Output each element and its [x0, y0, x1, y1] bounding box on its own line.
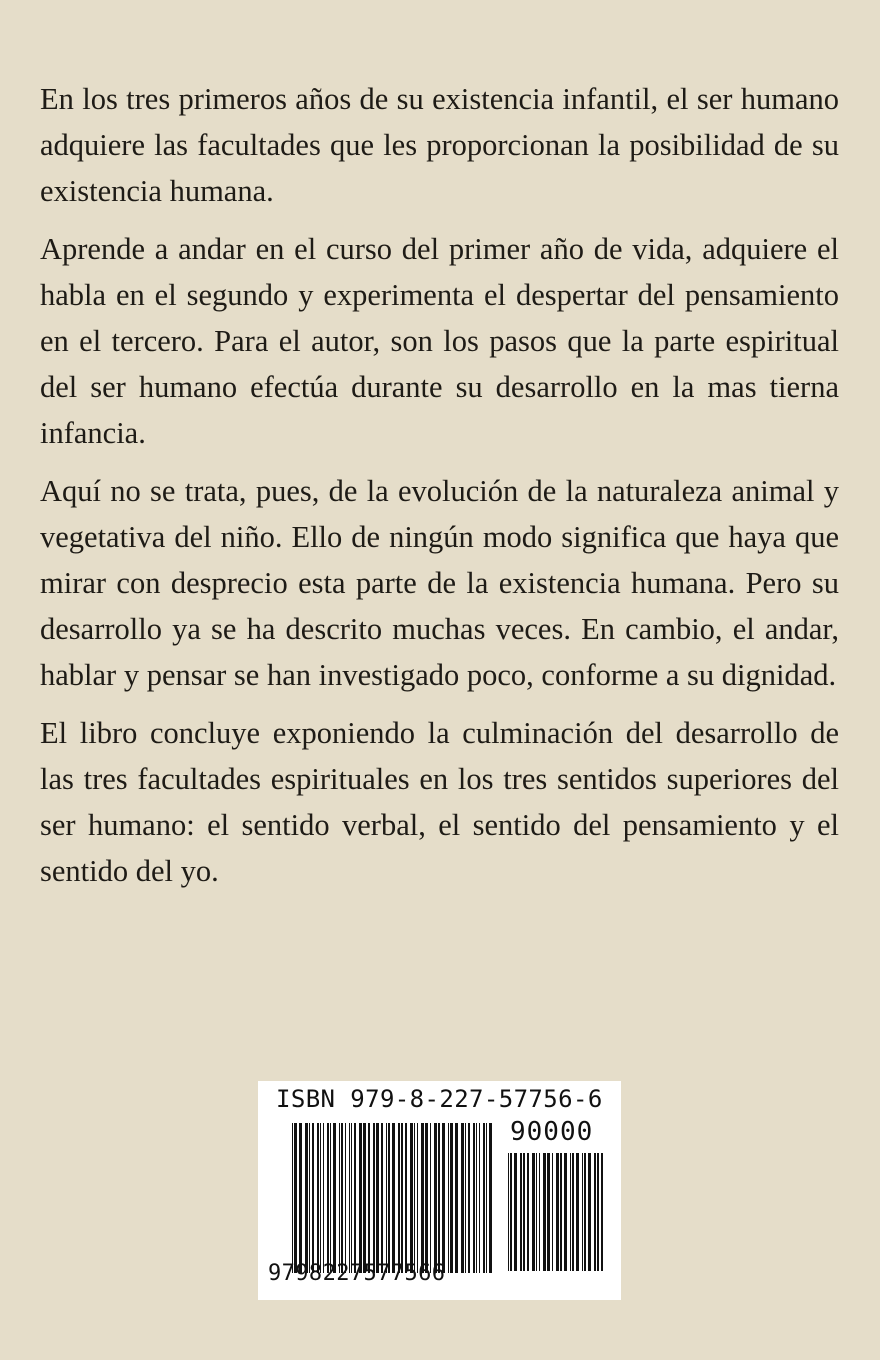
barcode-bar	[576, 1153, 579, 1271]
barcode-bar	[588, 1153, 591, 1271]
paragraph-2: Aprende a andar en el curso del primer año de vida, adquiere el habla en el segundo y experimenta el despertar del pensamiento en el tercero. Para el autor, son los pasos que la parte espiritual del ser humano efectúa durante su desarrollo en la mas tierna infancia.	[40, 232, 839, 450]
barcode-bar	[564, 1153, 567, 1271]
paragraph-3: Aquí no se trata, pues, de la evolución de la naturaleza animal y vegetativa del niño. Ello de ningún modo significa que haya que mirar con desprecio esta parte de la existencia humana. Pero su desarrollo ya se ha descrito muchas veces. En cambio, el andar, hablar y pensar se han investigado poco, conforme a su dignidad.	[40, 474, 839, 692]
barcode-bar	[294, 1123, 297, 1273]
barcode-bar	[536, 1153, 537, 1271]
barcode-bar	[434, 1123, 437, 1273]
barcode-bar	[450, 1123, 453, 1273]
barcode-bar	[473, 1123, 475, 1273]
barcode-bar	[351, 1123, 352, 1273]
barcode-bar	[539, 1153, 540, 1271]
barcode-bar	[317, 1123, 319, 1273]
barcode-bar	[552, 1153, 553, 1271]
isbn-barcode	[258, 1081, 621, 1300]
barcode-bar	[543, 1153, 546, 1271]
barcode-bar	[363, 1123, 366, 1273]
barcode-bar	[305, 1123, 308, 1273]
barcode-bar	[489, 1123, 492, 1273]
barcode-bar	[398, 1123, 400, 1273]
barcode-bar	[341, 1123, 343, 1273]
barcode-bar	[597, 1153, 599, 1271]
barcode-bar	[556, 1153, 559, 1271]
addon-number: 90000	[510, 1117, 594, 1147]
barcode-bar	[448, 1123, 449, 1273]
barcode-bar	[388, 1123, 390, 1273]
back-cover-text	[40, 76, 839, 906]
barcode-bar	[465, 1123, 466, 1273]
barcode-bar	[425, 1123, 428, 1273]
barcode-bar	[405, 1123, 407, 1273]
barcode-bar	[461, 1123, 464, 1273]
barcode-bar	[468, 1123, 470, 1273]
barcode-bar	[323, 1123, 324, 1273]
barcode-bar	[594, 1153, 596, 1271]
barcode-bar	[510, 1153, 512, 1271]
barcode-bar	[417, 1123, 418, 1273]
barcode-bar	[381, 1123, 383, 1273]
barcode-bar	[299, 1123, 302, 1273]
barcode-bar	[479, 1123, 480, 1273]
barcode-bar	[547, 1153, 550, 1271]
barcode-bar	[345, 1123, 346, 1273]
barcode-bar	[376, 1123, 379, 1273]
barcode-bar	[401, 1123, 403, 1273]
barcode-bar	[410, 1123, 413, 1273]
barcode-bar	[523, 1153, 525, 1271]
barcode-bar	[572, 1153, 574, 1271]
barcode-bar	[309, 1123, 310, 1273]
barcode-bar	[455, 1123, 458, 1273]
barcode-bar	[349, 1123, 350, 1273]
barcode-bar	[327, 1123, 329, 1273]
barcode-bar	[438, 1123, 440, 1273]
barcode-bar	[392, 1123, 395, 1273]
barcode-bar	[292, 1123, 293, 1273]
barcode-bar	[368, 1123, 370, 1273]
barcode-bar	[359, 1123, 362, 1273]
paragraph-4: El libro concluye exponiendo la culminación del desarrollo de las tres facultades espirituales en los tres sentidos superiores del ser humano: el sentido verbal, el sentido del pensamiento y el sentido del yo.	[40, 716, 839, 888]
barcode-bar	[442, 1123, 445, 1273]
barcode-bar	[421, 1123, 424, 1273]
barcode-bar	[527, 1153, 529, 1271]
barcode-bar	[354, 1123, 356, 1273]
barcode-bar	[312, 1123, 314, 1273]
isbn-label: ISBN 979-8-227-57756-6	[276, 1085, 603, 1113]
barcode-bar	[320, 1123, 321, 1273]
barcode-bar	[339, 1123, 340, 1273]
barcode-bar	[584, 1153, 586, 1271]
barcode-bar	[601, 1153, 603, 1271]
barcode-bar	[483, 1123, 485, 1273]
ean-number: 9798227577566	[268, 1261, 446, 1286]
barcode-bar	[386, 1123, 387, 1273]
barcode-bar	[476, 1123, 477, 1273]
barcode-bar	[330, 1123, 331, 1273]
barcode-bar	[486, 1123, 487, 1273]
barcode-bar	[514, 1153, 517, 1271]
barcode-bar	[532, 1153, 535, 1271]
barcode-bar	[582, 1153, 583, 1271]
barcode-bar	[508, 1153, 509, 1271]
barcode-bar	[414, 1123, 415, 1273]
paragraph-1: En los tres primeros años de su existencia infantil, el ser humano adquiere las facultades que les proporcionan la posibilidad de su existencia humana.	[40, 82, 839, 208]
barcode-bar	[373, 1123, 375, 1273]
barcode-bar	[570, 1153, 571, 1271]
barcode-bar	[333, 1123, 336, 1273]
barcode-bar	[430, 1123, 431, 1273]
barcode-bar	[560, 1153, 562, 1271]
barcode-bar	[520, 1153, 522, 1271]
